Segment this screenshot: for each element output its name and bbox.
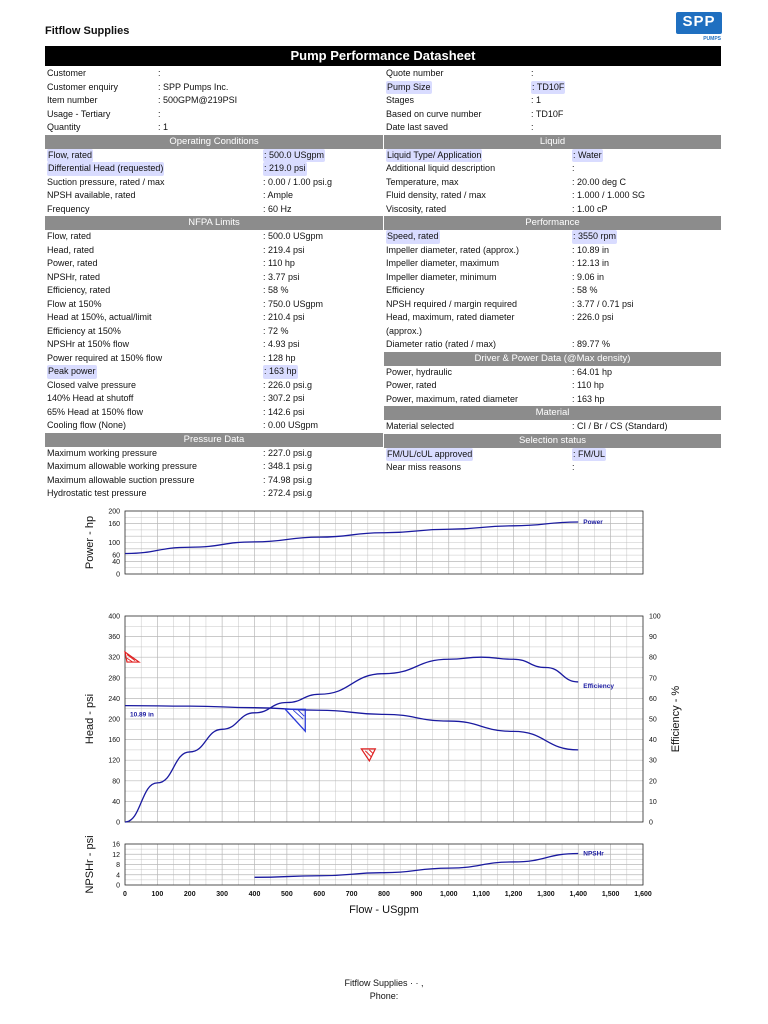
selection-section-header: Selection status bbox=[384, 434, 721, 448]
x-tick-label: 1,100 bbox=[472, 891, 490, 898]
row-label: Power, maximum, rated diameter bbox=[386, 393, 519, 404]
row-value: : 128 hp bbox=[263, 352, 296, 363]
row-label: Flow at 150% bbox=[47, 298, 102, 309]
data-row bbox=[45, 162, 383, 176]
data-row bbox=[45, 230, 383, 244]
row-value: : 348.1 psi.g bbox=[263, 461, 313, 471]
row-label: Viscosity, rated bbox=[386, 203, 447, 214]
data-row bbox=[384, 162, 721, 176]
right-column bbox=[384, 67, 721, 475]
x-tick-label: 600 bbox=[313, 891, 326, 898]
row-value: : 219.0 psi bbox=[263, 162, 307, 176]
row-label: Fluid density, rated / max bbox=[386, 190, 486, 200]
data-row bbox=[45, 189, 383, 203]
spp-logo bbox=[676, 12, 722, 42]
row-value: : 58 % bbox=[572, 285, 598, 295]
row-value: : 9.06 in bbox=[572, 271, 605, 282]
performance-chart-svg bbox=[45, 500, 721, 920]
data-row bbox=[45, 487, 383, 501]
data-row bbox=[45, 94, 383, 108]
x-tick-label: 1,400 bbox=[569, 891, 588, 898]
row-value: : TD10F bbox=[531, 81, 565, 95]
row-label: Customer enquiry bbox=[47, 81, 119, 92]
row-value: : 163 hp bbox=[572, 393, 605, 404]
data-row bbox=[45, 419, 383, 433]
row-label: Frequency bbox=[47, 203, 90, 214]
data-row bbox=[384, 121, 721, 135]
row-value: : 58 % bbox=[263, 285, 289, 295]
x-tick-label: 400 bbox=[248, 891, 261, 898]
data-row bbox=[45, 447, 383, 461]
y-tick-label: 100 bbox=[108, 540, 120, 547]
logo-subtext: PUMPS bbox=[703, 36, 721, 42]
data-row bbox=[45, 81, 383, 95]
row-value: : 74.98 psi.g bbox=[263, 474, 313, 485]
performance-curves bbox=[45, 500, 721, 920]
row-label: Speed, rated bbox=[386, 230, 440, 244]
x-axis-label: Flow - USgpm bbox=[349, 904, 419, 916]
row-label: Impeller diameter, rated (approx.) bbox=[386, 244, 520, 255]
row-value: : 0.00 USgpm bbox=[263, 420, 319, 430]
row-value: : 3.77 / 0.71 psi bbox=[572, 298, 634, 309]
y-right-tick-label: 0 bbox=[649, 819, 653, 827]
row-label: Peak power bbox=[47, 365, 97, 379]
curve-label: Efficiency bbox=[583, 682, 614, 690]
row-label: Efficiency at 150% bbox=[47, 325, 121, 336]
row-value: : 163 hp bbox=[263, 365, 298, 379]
data-row bbox=[384, 189, 721, 203]
row-value: : 72 % bbox=[263, 325, 289, 336]
row-label: Usage - Tertiary bbox=[47, 108, 111, 119]
row-label: Differential Head (requested) bbox=[47, 162, 164, 176]
y-tick-label: 0 bbox=[116, 571, 120, 579]
data-row bbox=[45, 392, 383, 406]
row-value: : bbox=[531, 122, 534, 132]
row-value: : 1 bbox=[158, 122, 169, 132]
data-row bbox=[45, 460, 383, 474]
row-value: : 1.000 / 1.000 SG bbox=[572, 190, 646, 200]
data-row bbox=[384, 108, 721, 122]
row-value: : 12.13 in bbox=[572, 258, 610, 268]
duty-point-hatch bbox=[293, 710, 304, 719]
liquid-section-header: Liquid bbox=[384, 135, 721, 149]
row-label: Efficiency, rated bbox=[47, 285, 111, 295]
row-value: : 64.01 hp bbox=[572, 366, 613, 377]
curve-label: NPSHr bbox=[583, 850, 604, 858]
y-right-tick-label: 70 bbox=[649, 675, 657, 683]
y-axis-label: Power - hp bbox=[84, 515, 96, 570]
y-tick-label: 160 bbox=[108, 521, 120, 529]
row-value: : 142.6 psi bbox=[263, 406, 305, 417]
row-value: : 226.0 psi bbox=[572, 312, 614, 322]
row-value: : 219.4 psi bbox=[263, 244, 305, 255]
row-label: Material selected bbox=[386, 421, 455, 431]
data-row bbox=[384, 230, 721, 244]
data-row bbox=[45, 352, 383, 366]
row-label: Head, rated bbox=[47, 244, 95, 255]
row-value: : 750.0 USgpm bbox=[263, 298, 324, 309]
data-row bbox=[384, 379, 721, 393]
data-row bbox=[45, 298, 383, 312]
row-label: Closed valve pressure bbox=[47, 379, 137, 390]
row-value: : 4.93 psi bbox=[263, 339, 300, 349]
row-value: : 110 hp bbox=[572, 380, 604, 390]
row-label: NPSH available, rated bbox=[47, 190, 136, 200]
company-name: Fitflow Supplies bbox=[45, 25, 130, 37]
logo-text: SPP bbox=[682, 13, 716, 30]
footer-phone: Phone: bbox=[369, 991, 399, 1001]
y-tick-label: 4 bbox=[116, 872, 120, 880]
y-tick-label: 60 bbox=[112, 552, 120, 560]
row-label: (approx.) bbox=[386, 325, 423, 336]
data-row bbox=[384, 149, 721, 163]
nfpa-section-header: NFPA Limits bbox=[45, 216, 383, 230]
row-value: : bbox=[572, 163, 575, 173]
row-value: : 3550 rpm bbox=[572, 230, 617, 244]
data-row bbox=[45, 271, 383, 285]
row-value: : SPP Pumps Inc. bbox=[158, 81, 229, 92]
x-tick-label: 300 bbox=[216, 891, 228, 898]
row-value: : 227.0 psi.g bbox=[263, 447, 313, 458]
y-tick-label: 280 bbox=[108, 675, 120, 683]
y-right-tick-label: 90 bbox=[649, 634, 657, 642]
data-row bbox=[45, 257, 383, 271]
row-value: : bbox=[158, 108, 161, 119]
row-value: : 272.4 psi.g bbox=[263, 488, 313, 498]
row-label: Flow, rated bbox=[47, 149, 93, 163]
data-row bbox=[45, 311, 383, 325]
left-column bbox=[45, 67, 383, 501]
data-row bbox=[384, 271, 721, 285]
footer-company: Fitflow Supplies · · , bbox=[344, 978, 424, 988]
row-value: : 1 bbox=[531, 95, 542, 105]
row-label: FM/UL/cUL approved bbox=[386, 448, 473, 462]
row-label: Quote number bbox=[386, 68, 444, 78]
y-tick-label: 320 bbox=[108, 654, 120, 662]
row-label: Maximum allowable suction pressure bbox=[47, 474, 195, 485]
data-row bbox=[45, 406, 383, 420]
x-tick-label: 1,500 bbox=[601, 891, 620, 898]
data-row bbox=[45, 284, 383, 298]
x-tick-label: 1,000 bbox=[439, 891, 458, 898]
y-tick-label: 0 bbox=[116, 882, 120, 890]
data-row bbox=[384, 284, 721, 298]
y-right-tick-label: 60 bbox=[649, 695, 657, 703]
data-row bbox=[45, 244, 383, 258]
row-value: : Ample bbox=[263, 190, 294, 200]
row-label: Suction pressure, rated / max bbox=[47, 176, 165, 187]
row-label: Maximum working pressure bbox=[47, 447, 158, 458]
data-row bbox=[384, 325, 721, 339]
row-value: : 3.77 psi bbox=[263, 271, 300, 282]
y-right-tick-label: 20 bbox=[649, 778, 657, 786]
row-value: : bbox=[531, 68, 534, 78]
row-label: Liquid Type/ Application bbox=[386, 149, 482, 163]
row-value: : 110 hp bbox=[263, 258, 295, 268]
row-value: : 89.77 % bbox=[572, 339, 611, 349]
flow-150-marker bbox=[361, 749, 375, 761]
row-label: NPSHr at 150% flow bbox=[47, 339, 130, 349]
x-tick-label: 1,300 bbox=[537, 891, 555, 898]
data-row bbox=[45, 108, 383, 122]
y-right-axis-label: Efficiency - % bbox=[670, 685, 682, 753]
row-label: Efficiency bbox=[386, 285, 425, 295]
row-label: Impeller diameter, maximum bbox=[386, 258, 500, 268]
y-tick-label: 8 bbox=[116, 862, 120, 869]
y-tick-label: 80 bbox=[112, 778, 120, 786]
data-row bbox=[45, 67, 383, 81]
pressure-section-header: Pressure Data bbox=[45, 433, 383, 447]
x-tick-label: 500 bbox=[281, 891, 293, 898]
x-tick-label: 0 bbox=[123, 891, 127, 898]
row-label: Quantity bbox=[47, 122, 81, 132]
row-label: Power, hydraulic bbox=[386, 366, 453, 377]
row-label: Near miss reasons bbox=[386, 462, 462, 472]
operating-section-header: Operating Conditions bbox=[45, 135, 383, 149]
data-row bbox=[45, 365, 383, 379]
row-value: : Water bbox=[572, 149, 603, 163]
data-row bbox=[384, 420, 721, 434]
data-row bbox=[384, 244, 721, 258]
row-label: Maximum allowable working pressure bbox=[47, 461, 198, 471]
row-value: : TD10F bbox=[531, 108, 564, 119]
x-tick-label: 1,600 bbox=[634, 891, 652, 898]
data-row bbox=[384, 448, 721, 462]
y-tick-label: 40 bbox=[112, 558, 120, 566]
y-axis-label: Head - psi bbox=[84, 693, 96, 745]
data-row bbox=[384, 176, 721, 190]
data-row bbox=[45, 338, 383, 352]
y-tick-label: 40 bbox=[112, 798, 120, 806]
row-label: Cooling flow (None) bbox=[47, 420, 127, 430]
row-label: Power, rated bbox=[386, 380, 437, 390]
row-label: Power required at 150% flow bbox=[47, 352, 163, 363]
y-axis-label: NPSHr - psi bbox=[84, 835, 96, 894]
row-value: : 10.89 in bbox=[572, 244, 610, 255]
row-label: Power, rated bbox=[47, 258, 98, 268]
row-value: : 500.0 USgpm bbox=[263, 231, 324, 241]
data-row bbox=[45, 325, 383, 339]
data-row bbox=[384, 67, 721, 81]
row-value: : 60 Hz bbox=[263, 203, 292, 214]
x-tick-label: 700 bbox=[345, 891, 358, 898]
row-label: Item number bbox=[47, 95, 98, 105]
row-label: Head, maximum, rated diameter bbox=[386, 312, 515, 322]
data-row bbox=[45, 149, 383, 163]
row-label: Additional liquid description bbox=[386, 163, 496, 173]
y-right-tick-label: 30 bbox=[649, 757, 657, 765]
row-label: Impeller diameter, minimum bbox=[386, 271, 497, 282]
data-row bbox=[384, 81, 721, 95]
row-label: NPSHr, rated bbox=[47, 271, 101, 282]
row-label: Temperature, max bbox=[386, 176, 459, 187]
row-value: : bbox=[572, 462, 575, 472]
y-tick-label: 400 bbox=[108, 613, 120, 621]
y-tick-label: 200 bbox=[108, 508, 120, 516]
data-row bbox=[384, 94, 721, 108]
x-tick-label: 900 bbox=[410, 891, 423, 898]
y-right-tick-label: 100 bbox=[649, 613, 661, 621]
data-row bbox=[384, 257, 721, 271]
data-row bbox=[45, 176, 383, 190]
row-value: : 1.00 cP bbox=[572, 203, 608, 214]
y-right-tick-label: 10 bbox=[649, 798, 657, 806]
y-right-tick-label: 80 bbox=[649, 654, 657, 662]
x-tick-label: 100 bbox=[151, 891, 164, 898]
performance-section-header: Performance bbox=[384, 216, 721, 230]
y-tick-label: 360 bbox=[108, 634, 120, 642]
x-tick-label: 200 bbox=[183, 891, 196, 898]
page-title: Pump Performance Datasheet bbox=[45, 46, 721, 66]
row-value: : 307.2 psi bbox=[263, 393, 305, 403]
row-label: 140% Head at shutoff bbox=[47, 393, 134, 403]
data-row bbox=[384, 338, 721, 352]
row-label: Hydrostatic test pressure bbox=[47, 488, 147, 498]
row-value: : 0.00 / 1.00 psi.g bbox=[263, 176, 333, 187]
y-tick-label: 200 bbox=[108, 716, 120, 724]
row-label: Date last saved bbox=[386, 122, 449, 132]
data-row bbox=[384, 203, 721, 217]
row-label: Based on curve number bbox=[386, 108, 482, 119]
data-row bbox=[384, 366, 721, 380]
row-label: NPSH required / margin required bbox=[386, 298, 518, 309]
data-row bbox=[45, 379, 383, 393]
driver-section-header: Driver & Power Data (@Max density) bbox=[384, 352, 721, 366]
row-value: : 210.4 psi bbox=[263, 312, 305, 322]
data-row bbox=[45, 203, 383, 217]
y-tick-label: 120 bbox=[108, 757, 120, 765]
data-row bbox=[384, 298, 721, 312]
row-value: : CI / Br / CS (Standard) bbox=[572, 421, 668, 431]
y-tick-label: 240 bbox=[108, 695, 120, 703]
row-value: : FM/UL bbox=[572, 448, 606, 462]
y-tick-label: 0 bbox=[116, 819, 120, 827]
x-tick-label: 800 bbox=[378, 891, 390, 898]
data-row bbox=[45, 474, 383, 488]
x-tick-label: 1,200 bbox=[504, 891, 523, 898]
row-value: : 20.00 deg C bbox=[572, 176, 627, 187]
data-row bbox=[384, 393, 721, 407]
row-value: : 226.0 psi.g bbox=[263, 379, 313, 390]
row-value: : 500.0 USgpm bbox=[263, 149, 325, 163]
material-section-header: Material bbox=[384, 406, 721, 420]
row-label: Pump Size bbox=[386, 81, 432, 95]
y-tick-label: 16 bbox=[112, 841, 120, 849]
row-label: Head at 150%, actual/limit bbox=[47, 312, 152, 322]
row-value: : bbox=[158, 68, 161, 78]
data-row bbox=[384, 461, 721, 475]
data-row bbox=[45, 121, 383, 135]
diameter-label: 10.89 in bbox=[130, 711, 154, 719]
data-row bbox=[384, 311, 721, 325]
y-right-tick-label: 40 bbox=[649, 737, 657, 745]
row-value: : 500GPM@219PSI bbox=[158, 95, 238, 105]
y-tick-label: 160 bbox=[108, 737, 120, 745]
row-label: Customer bbox=[47, 68, 87, 78]
row-label: 65% Head at 150% flow bbox=[47, 406, 144, 417]
y-right-tick-label: 50 bbox=[649, 716, 657, 724]
curve-label: Power bbox=[583, 519, 603, 527]
row-label: Diameter ratio (rated / max) bbox=[386, 339, 497, 349]
row-label: Stages bbox=[386, 95, 415, 105]
row-label: Flow, rated bbox=[47, 231, 92, 241]
y-tick-label: 12 bbox=[112, 851, 120, 859]
